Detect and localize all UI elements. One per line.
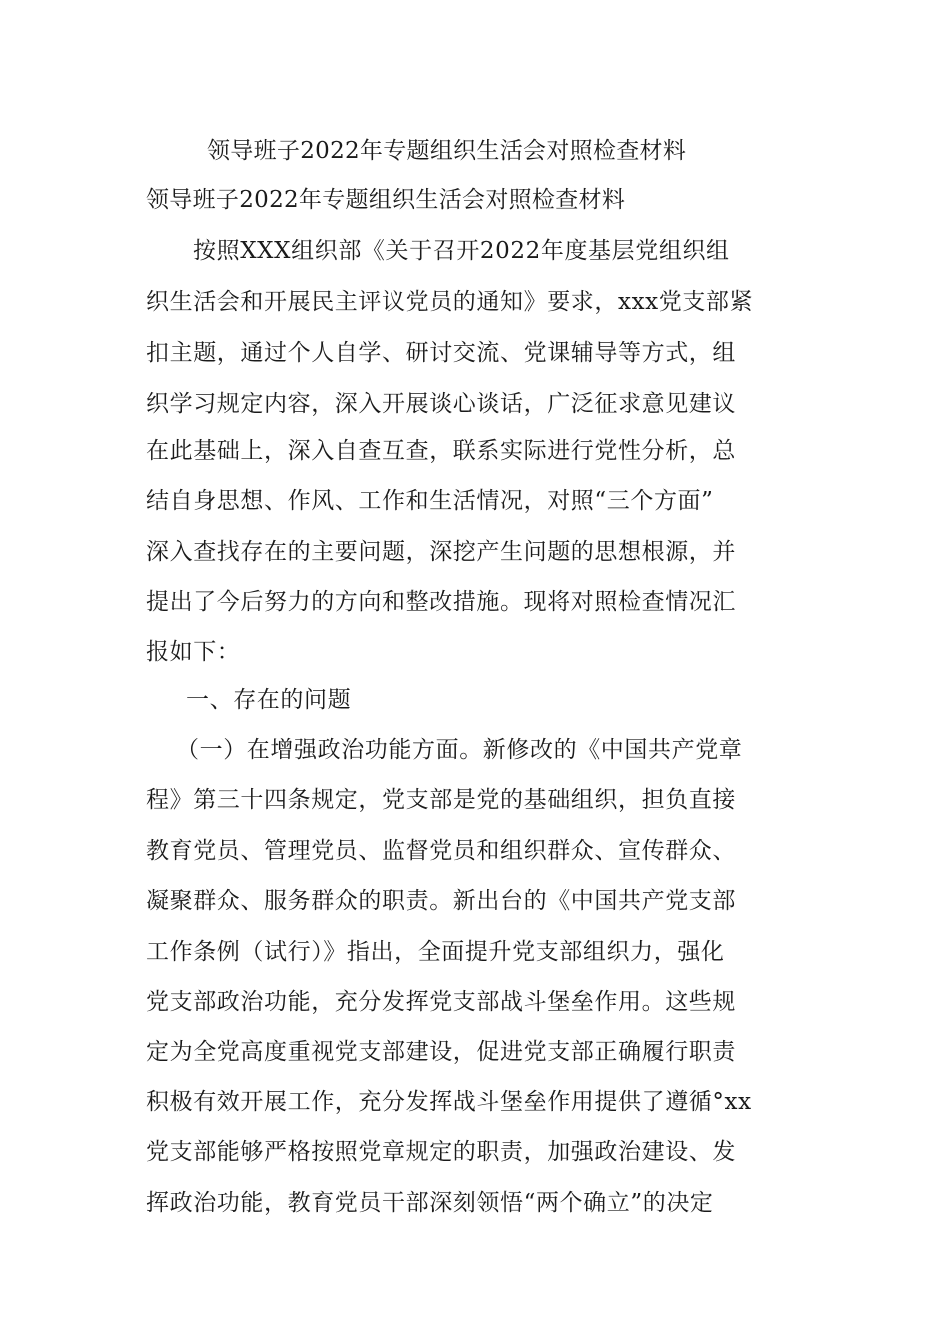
body-line: 提出了今后努力的方向和整改措施。现将对照检查情况汇: [146, 589, 736, 615]
body-line: 按照XXX组织部《关于召开2022年度基层党组织组: [193, 238, 730, 264]
body-line: （一）在增强政治功能方面。新修改的《中国共产党章: [176, 737, 743, 763]
body-line: 程》第三十四条规定，党支部是党的基础组织，担负直接: [146, 787, 736, 813]
body-line: 报如下：: [146, 639, 241, 665]
body-line: 积极有效开展工作，充分发挥战斗堡垒作用提供了遵循°xx: [146, 1089, 752, 1115]
body-line: 结自身思想、作风、工作和生活情况，对照“三个方面”: [146, 488, 714, 514]
body-line: 工作条例（试行）》指出，全面提升党支部组织力，强化: [146, 939, 725, 965]
document-subtitle: 领导班子2022年专题组织生活会对照检查材料: [146, 187, 626, 213]
body-line: 深入查找存在的主要问题，深挖产生问题的思想根源，并: [146, 539, 736, 565]
body-line: 教育党员、管理党员、监督党员和组织群众、宣传群众、: [146, 838, 736, 864]
body-line: 党支部能够严格按照党章规定的职责，加强政治建设、发: [146, 1139, 736, 1165]
body-line: 凝聚群众、服务群众的职责。新出台的《中国共产党支部: [146, 888, 736, 914]
section-heading: 一、存在的问题: [186, 687, 352, 713]
body-line: 织生活会和开展民主评议党员的通知》要求，xxx党支部紧: [146, 289, 754, 315]
body-line: 党支部政治功能，充分发挥党支部战斗堡垒作用。这些规: [146, 989, 736, 1015]
body-line: 在此基础上，深入自查互查，联系实际进行党性分析，总: [146, 438, 736, 464]
body-line: 织学习规定内容，深入开展谈心谈话，广泛征求意见建议: [146, 391, 736, 417]
body-line: 扣主题，通过个人自学、研讨交流、党课辅导等方式，组: [146, 340, 736, 366]
document-title: 领导班子2022年专题组织生活会对照检查材料: [207, 138, 687, 164]
body-line: 挥政治功能，教育党员干部深刻领悟“两个确立”的决定: [146, 1190, 714, 1216]
body-line: 定为全党高度重视党支部建设，促进党支部正确履行职责: [146, 1039, 736, 1065]
